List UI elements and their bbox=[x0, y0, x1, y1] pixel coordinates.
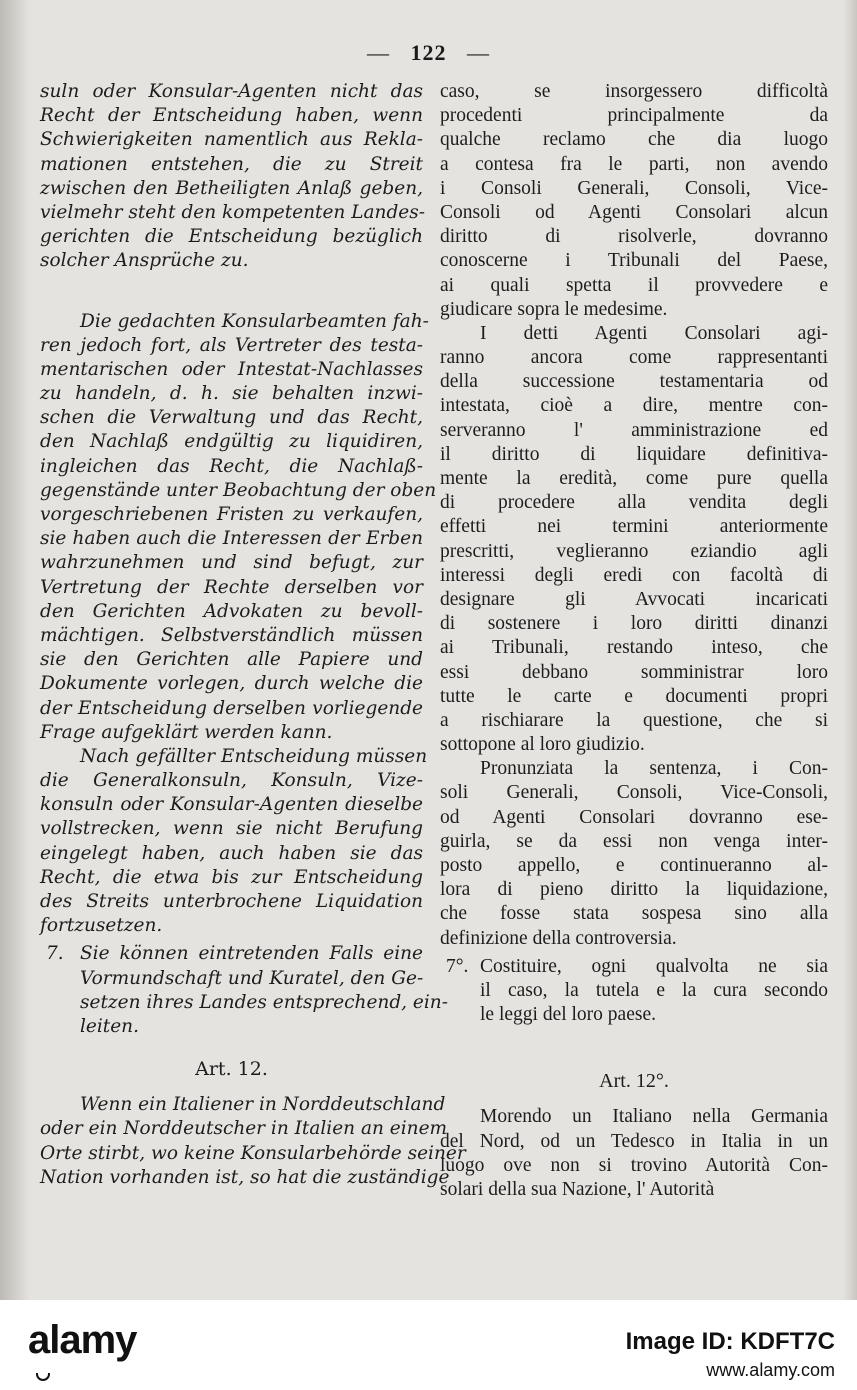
italian-paragraph-3 bbox=[440, 757, 828, 951]
italian-item-7 bbox=[440, 955, 828, 1028]
text-line: di sostenere i loro diritti dinanzi bbox=[440, 613, 828, 635]
text-line: procedenti principalmente da bbox=[440, 105, 828, 127]
text-line: intestata, cioè a dire, mentre con- bbox=[440, 395, 828, 417]
german-paragraph-1 bbox=[40, 80, 423, 274]
text-line: Sie können eintretenden Falls eine bbox=[80, 943, 423, 965]
text-line: der Entscheidung derselben vorliegende bbox=[40, 697, 423, 719]
german-item-7 bbox=[40, 942, 448, 1039]
text-line: prescritti, veglieranno eziandio agli bbox=[440, 540, 828, 562]
text-line: tutte le carte e documenti propri bbox=[440, 685, 828, 707]
italian-article-text bbox=[440, 1105, 828, 1202]
text-line: zwischen den Betheiligten Anlaß geben, bbox=[40, 177, 423, 199]
text-line: solari della sua Nazione, l' Autorità bbox=[440, 1178, 715, 1200]
text-line: fortzusetzen. bbox=[40, 915, 163, 937]
text-line: vorgeschriebenen Fristen zu verkaufen, bbox=[40, 504, 423, 525]
text-line: sie den Gerichten alle Papiere und bbox=[40, 649, 423, 671]
text-line: zu handeln, d. h. sie behalten inzwi- bbox=[40, 383, 423, 405]
german-column bbox=[40, 80, 466, 1190]
text-line: ai Tribunali, restando inteso, che bbox=[440, 637, 828, 659]
text-line: Nation vorhanden ist, so hat die zuständige bbox=[40, 1166, 450, 1188]
text-line: del Nord, od un Tedesco in Italia in un bbox=[440, 1130, 828, 1152]
text-line: il caso, la tutela e la cura secondo bbox=[480, 979, 828, 1001]
text-line: Die gedachten Konsularbeamten fah- bbox=[80, 310, 429, 332]
text-line: I detti Agenti Consolari agi- bbox=[480, 322, 828, 344]
text-line: setzen ihres Landes entsprechend, ein- bbox=[80, 991, 448, 1013]
text-line: die Generalkonsuln, Konsuln, Vize- bbox=[40, 770, 423, 792]
text-line: essi debbano somministrar loro bbox=[440, 661, 828, 683]
text-line: effetti nei termini anteriormente bbox=[440, 516, 828, 538]
text-line: sottopone al loro giudizio. bbox=[440, 734, 645, 756]
german-paragraph-3 bbox=[40, 745, 428, 939]
text-line: il diritto di liquidare definitiva- bbox=[440, 443, 828, 465]
text-line: mente la eredità, come pure quella bbox=[440, 468, 828, 489]
text-line: qualche reclamo che dia luogo bbox=[440, 129, 828, 151]
text-line: a contesa fra le parti, non avendo bbox=[440, 153, 828, 175]
text-line: Morendo un Italiano nella Germania bbox=[480, 1106, 828, 1128]
text-line: Vertretung der Rechte derselben vor bbox=[40, 576, 423, 598]
italian-column bbox=[440, 80, 828, 1202]
text-line: soli Generali, Consoli, Vice-Consoli, bbox=[440, 782, 828, 804]
text-line: ranno ancora come rappresentanti bbox=[440, 347, 828, 369]
alamy-logo: alamy bbox=[28, 1318, 137, 1362]
text-line: gerichten die Entscheidung bezüglich bbox=[40, 226, 423, 248]
paragraph-gap bbox=[40, 274, 423, 310]
text-line: Pronunziata la sentenza, i Con- bbox=[480, 758, 828, 780]
text-line: ren jedoch fort, als Vertreter des testa- bbox=[40, 334, 423, 356]
text-line: leiten. bbox=[80, 1015, 139, 1037]
text-line: Dokumente vorlegen, durch welche die bbox=[40, 673, 423, 695]
text-line: oder ein Norddeutscher in Italien an einem bbox=[40, 1118, 448, 1140]
page-header bbox=[0, 40, 857, 66]
text-line: giudicare sopra le medesime. bbox=[440, 298, 668, 320]
text-line: Recht der Entscheidung haben, wenn bbox=[40, 105, 423, 127]
page-number: 122 bbox=[410, 40, 447, 65]
text-line: Orte stirbt, wo keine Konsularbehörde seiner bbox=[40, 1142, 466, 1164]
german-paragraph-2 bbox=[40, 310, 437, 745]
text-line: Wenn ein Italiener in Norddeutschland bbox=[80, 1094, 446, 1116]
german-article-title: Art. 12. bbox=[195, 1058, 268, 1081]
text-line: a rischiarare la questione, che si bbox=[440, 709, 828, 731]
text-line: conoscerne i Tribunali del Paese, bbox=[440, 250, 828, 272]
text-line: definizione della controversia. bbox=[440, 927, 677, 949]
text-line: caso, se insorgessero difficoltà bbox=[440, 81, 828, 102]
italian-item-7-number: 7°. bbox=[446, 955, 469, 977]
text-line: wahrzunehmen und sind befugt, zur bbox=[40, 552, 423, 574]
text-line: vielmehr steht den kompetenten Landes- bbox=[40, 201, 425, 223]
german-item-7-number: 7. bbox=[46, 943, 64, 965]
text-line: mentarischen oder Intestat-Nachlasses bbox=[40, 358, 423, 380]
text-line: interessi degli eredi con facoltà di bbox=[440, 564, 828, 586]
image-id-label: Image ID: KDFT7C bbox=[625, 1328, 835, 1355]
text-line: gegenstände unter Beobachtung der oben bbox=[40, 479, 437, 501]
text-line: guirla, se da essi non venga inter- bbox=[440, 830, 828, 852]
german-item-7-text bbox=[40, 942, 448, 1039]
text-line: od Agenti Consolari dovranno ese- bbox=[440, 806, 828, 828]
text-line: posto appello, e continueranno al- bbox=[440, 855, 828, 876]
header-dash-right: — bbox=[467, 40, 490, 65]
text-line: Nach gefällter Entscheidung müssen bbox=[80, 745, 428, 767]
text-line: luogo ove non si trovino Autorità Con- bbox=[440, 1154, 828, 1176]
text-line: konsuln oder Konsular-Agenten dieselbe bbox=[40, 794, 423, 816]
text-line: di procedere alla vendita degli bbox=[440, 492, 828, 514]
text-line: Consoli od Agenti Consolari alcun bbox=[440, 201, 828, 223]
text-line: serveranno l' amministrazione ed bbox=[440, 419, 828, 441]
text-line: des Streits unterbrochene Liquidation bbox=[40, 891, 423, 912]
text-line: mationen entstehen, die zu Streit bbox=[40, 153, 423, 175]
italian-article-title: Art. 12°. bbox=[599, 1070, 669, 1093]
text-line: i Consoli Generali, Consoli, Vice- bbox=[440, 177, 828, 199]
german-article-text bbox=[40, 1093, 466, 1190]
italian-item-7-text bbox=[440, 955, 828, 1028]
text-line: ai quali spetta il provvedere e bbox=[440, 274, 828, 296]
text-line: den Nachlaß endgültig zu liquidiren, bbox=[40, 431, 423, 453]
paragraph-gap bbox=[440, 1027, 828, 1057]
text-line: suln oder Konsular-Agenten nicht das bbox=[40, 81, 423, 102]
italian-paragraph-2 bbox=[440, 322, 828, 757]
text-line: della successione testamentaria od bbox=[440, 371, 828, 393]
text-line: Vormundschaft und Kuratel, den Ge- bbox=[80, 967, 424, 989]
text-line: schen die Verwaltung und das Recht, bbox=[40, 407, 423, 429]
text-line: ingleichen das Recht, die Nachlaß- bbox=[40, 455, 423, 477]
text-line: sie haben auch die Interessen der Erben bbox=[40, 528, 423, 550]
text-line: le leggi del loro paese. bbox=[480, 1004, 656, 1026]
text-line: Schwierigkeiten namentlich aus Rekla- bbox=[40, 129, 423, 151]
text-line: mächtigen. Selbstverständlich müssen bbox=[40, 624, 423, 646]
text-line: designare gli Avvocati incaricati bbox=[440, 588, 828, 610]
text-line: diritto di risolverle, dovranno bbox=[440, 226, 828, 248]
text-line: Recht, die etwa bis zur Entscheidung bbox=[40, 866, 423, 888]
text-line: solcher Ansprüche zu. bbox=[40, 250, 249, 272]
text-line: lora di pieno diritto la liquidazione, bbox=[440, 879, 828, 901]
text-line: Frage aufgeklärt werden kann. bbox=[40, 721, 333, 743]
watermark-url: www.alamy.com bbox=[706, 1360, 835, 1380]
italian-paragraph-1 bbox=[440, 80, 828, 322]
text-line: den Gerichten Advokaten zu bevoll- bbox=[40, 600, 423, 622]
text-line: Costituire, ogni qualvolta ne sia bbox=[480, 955, 828, 977]
text-line: eingelegt haben, auch haben sie das bbox=[40, 842, 423, 864]
text-line: vollstrecken, wenn sie nicht Berufung bbox=[40, 818, 423, 840]
text-line: che fosse stata sospesa sino alla bbox=[440, 903, 828, 925]
header-dash-left: — bbox=[367, 40, 390, 65]
